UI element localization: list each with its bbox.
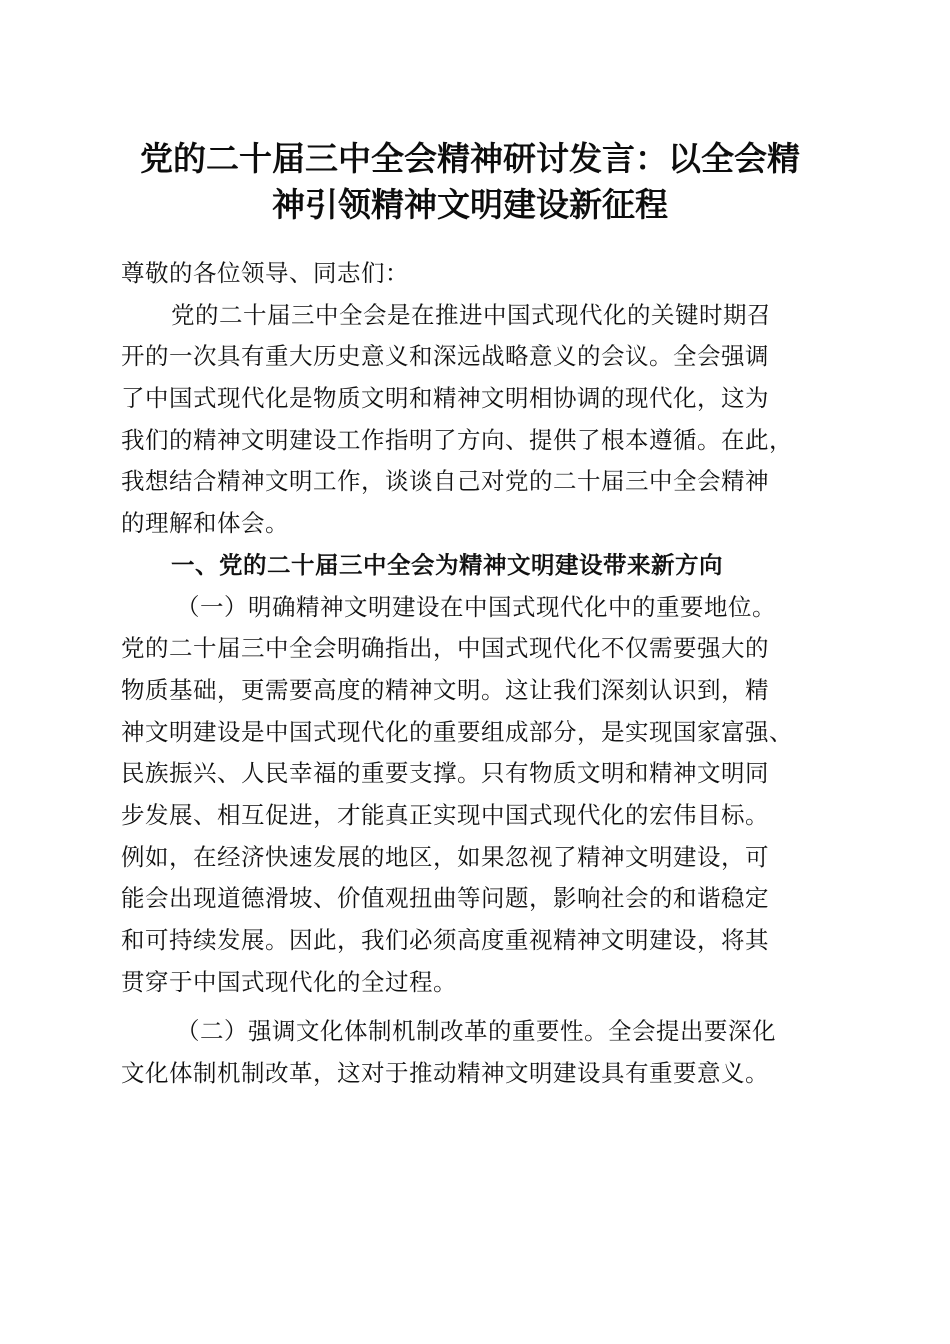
paragraph-line: 文化体制机制改革，这对于推动精神文明建设具有重要意义。 [121, 1059, 769, 1088]
paragraph-line: 开的一次具有重大历史意义和深远战略意义的会议。全会强调 [121, 342, 769, 371]
document-title [100, 136, 840, 228]
title-line-2: 神引领精神文明建设新征程 [272, 185, 668, 224]
salutation: 尊敬的各位领导、同志们： [121, 259, 409, 287]
subsection-heading-line: （一）明确精神文明建设在中国式现代化中的重要地位。 [176, 592, 776, 621]
intro-paragraph [121, 295, 841, 545]
paragraph-line: 步发展、相互促进，才能真正实现中国式现代化的宏伟目标。 [121, 800, 769, 829]
paragraph-line: 神文明建设是中国式现代化的重要组成部分，是实现国家富强、 [121, 717, 793, 746]
paragraph-line: 党的二十届三中全会明确指出，中国式现代化不仅需要强大的 [121, 634, 769, 663]
paragraph-line: 例如，在经济快速发展的地区，如果忽视了精神文明建设，可 [121, 842, 769, 871]
paragraph-line: 的理解和体会。 [121, 509, 289, 538]
title-line-1: 党的二十届三中全会精神研讨发言：以全会精 [140, 139, 800, 178]
subsection-1-paragraph [121, 587, 841, 1004]
paragraph-line: 贯穿于中国式现代化的全过程。 [121, 967, 457, 996]
paragraph-line: 物质基础，更需要高度的精神文明。这让我们深刻认识到，精 [121, 675, 769, 704]
subsection-2-paragraph [121, 1011, 841, 1094]
paragraph-line: 我想结合精神文明工作，谈谈自己对党的二十届三中全会精神 [121, 467, 769, 496]
section-heading: 一、党的二十届三中全会为精神文明建设带来新方向 [171, 550, 723, 579]
document-body [121, 253, 841, 1095]
subsection-heading-line: （二）强调文化体制机制改革的重要性。全会提出要深化 [176, 1017, 776, 1046]
paragraph-line: 了中国式现代化是物质文明和精神文明相协调的现代化，这为 [121, 384, 769, 413]
paragraph-line: 我们的精神文明建设工作指明了方向、提供了根本遵循。在此， [121, 425, 793, 454]
paragraph-line: 党的二十届三中全会是在推进中国式现代化的关键时期召 [171, 300, 771, 329]
paragraph-line: 和可持续发展。因此，我们必须高度重视精神文明建设，将其 [121, 926, 769, 954]
paragraph-line: 能会出现道德滑坡、价值观扭曲等问题，影响社会的和谐稳定 [121, 884, 769, 913]
paragraph-line: 民族振兴、人民幸福的重要支撑。只有物质文明和精神文明同 [121, 759, 769, 788]
